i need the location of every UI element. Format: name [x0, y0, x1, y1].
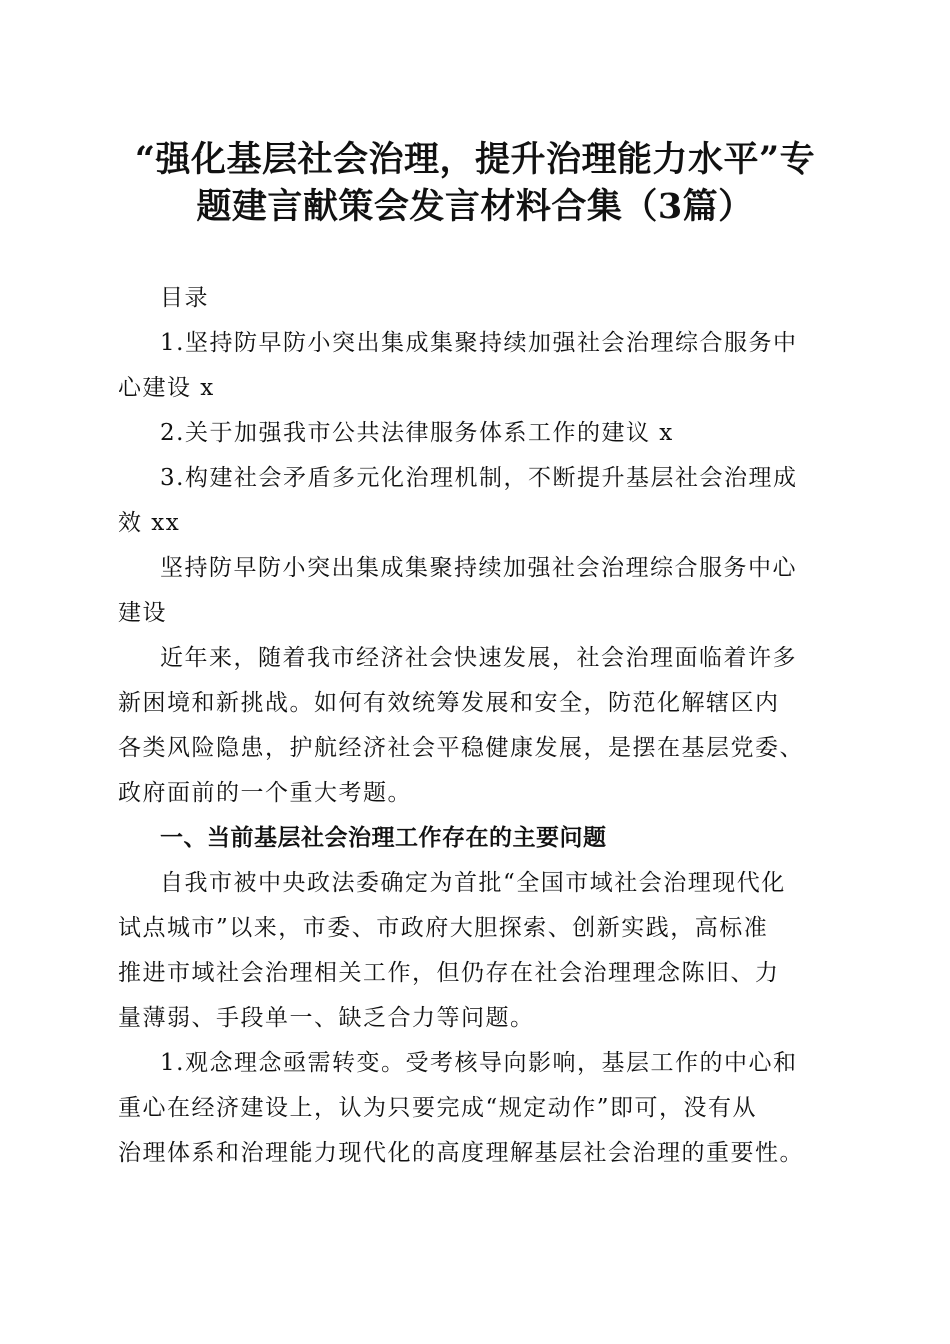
toc-entry-3	[118, 456, 838, 546]
section-heading: 一、当前基层社会治理工作存在的主要问题	[160, 825, 607, 851]
toc-entry-3-line-2: 效 xx	[118, 510, 181, 536]
title-line-1: “强化基层社会治理，提升治理能力水平”专	[134, 139, 816, 180]
toc-entry-3-line-1: 3.构建社会矛盾多元化治理机制，不断提升基层社会治理成	[160, 465, 798, 491]
toc-label: 目录	[160, 285, 209, 311]
toc-entry-1	[118, 321, 838, 411]
article-title-line-2: 建设	[118, 600, 167, 626]
intro-paragraph: 近年来，随着我市经济社会快速发展，社会治理面临着许多 新困境和新挑战。如何有效统筹发展和安全，防范化解辖区内 各类风险隐患，护航经济社会平稳健康发展，是摆在基层党委、 政府面前的一个重大考题。	[118, 645, 804, 806]
toc-entry-2	[118, 411, 838, 456]
toc-entry-2-line-1: 2.关于加强我市公共法律服务体系工作的建议 x	[160, 420, 674, 446]
toc-entry-1-line-2: 心建设 x	[118, 375, 215, 401]
document-body	[118, 276, 838, 1176]
document-title	[100, 136, 850, 230]
article-title-line-1: 坚持防早防小突出集成集聚持续加强社会治理综合服务中心	[160, 555, 797, 581]
section-paragraph: 自我市被中央政法委确定为首批“全国市域社会治理现代化 试点城市”以来，市委、市政府大胆探索、创新实践，高标准 推进市域社会治理相关工作，但仍存在社会治理理念陈旧、力 量薄弱、手段单一、缺乏合力等问题。	[118, 870, 786, 1031]
point-1-paragraph: 1.观念理念亟需转变。受考核导向影响，基层工作的中心和 重心在经济建设上，认为只要完成“规定动作”即可，没有从 治理体系和治理能力现代化的高度理解基层社会治理的重要性。	[118, 1050, 804, 1166]
article-title	[118, 546, 838, 636]
toc-entry-1-line-1: 1.坚持防早防小突出集成集聚持续加强社会治理综合服务中	[160, 330, 798, 356]
title-line-2: 题建言献策会发言材料合集（3篇）	[196, 186, 754, 227]
